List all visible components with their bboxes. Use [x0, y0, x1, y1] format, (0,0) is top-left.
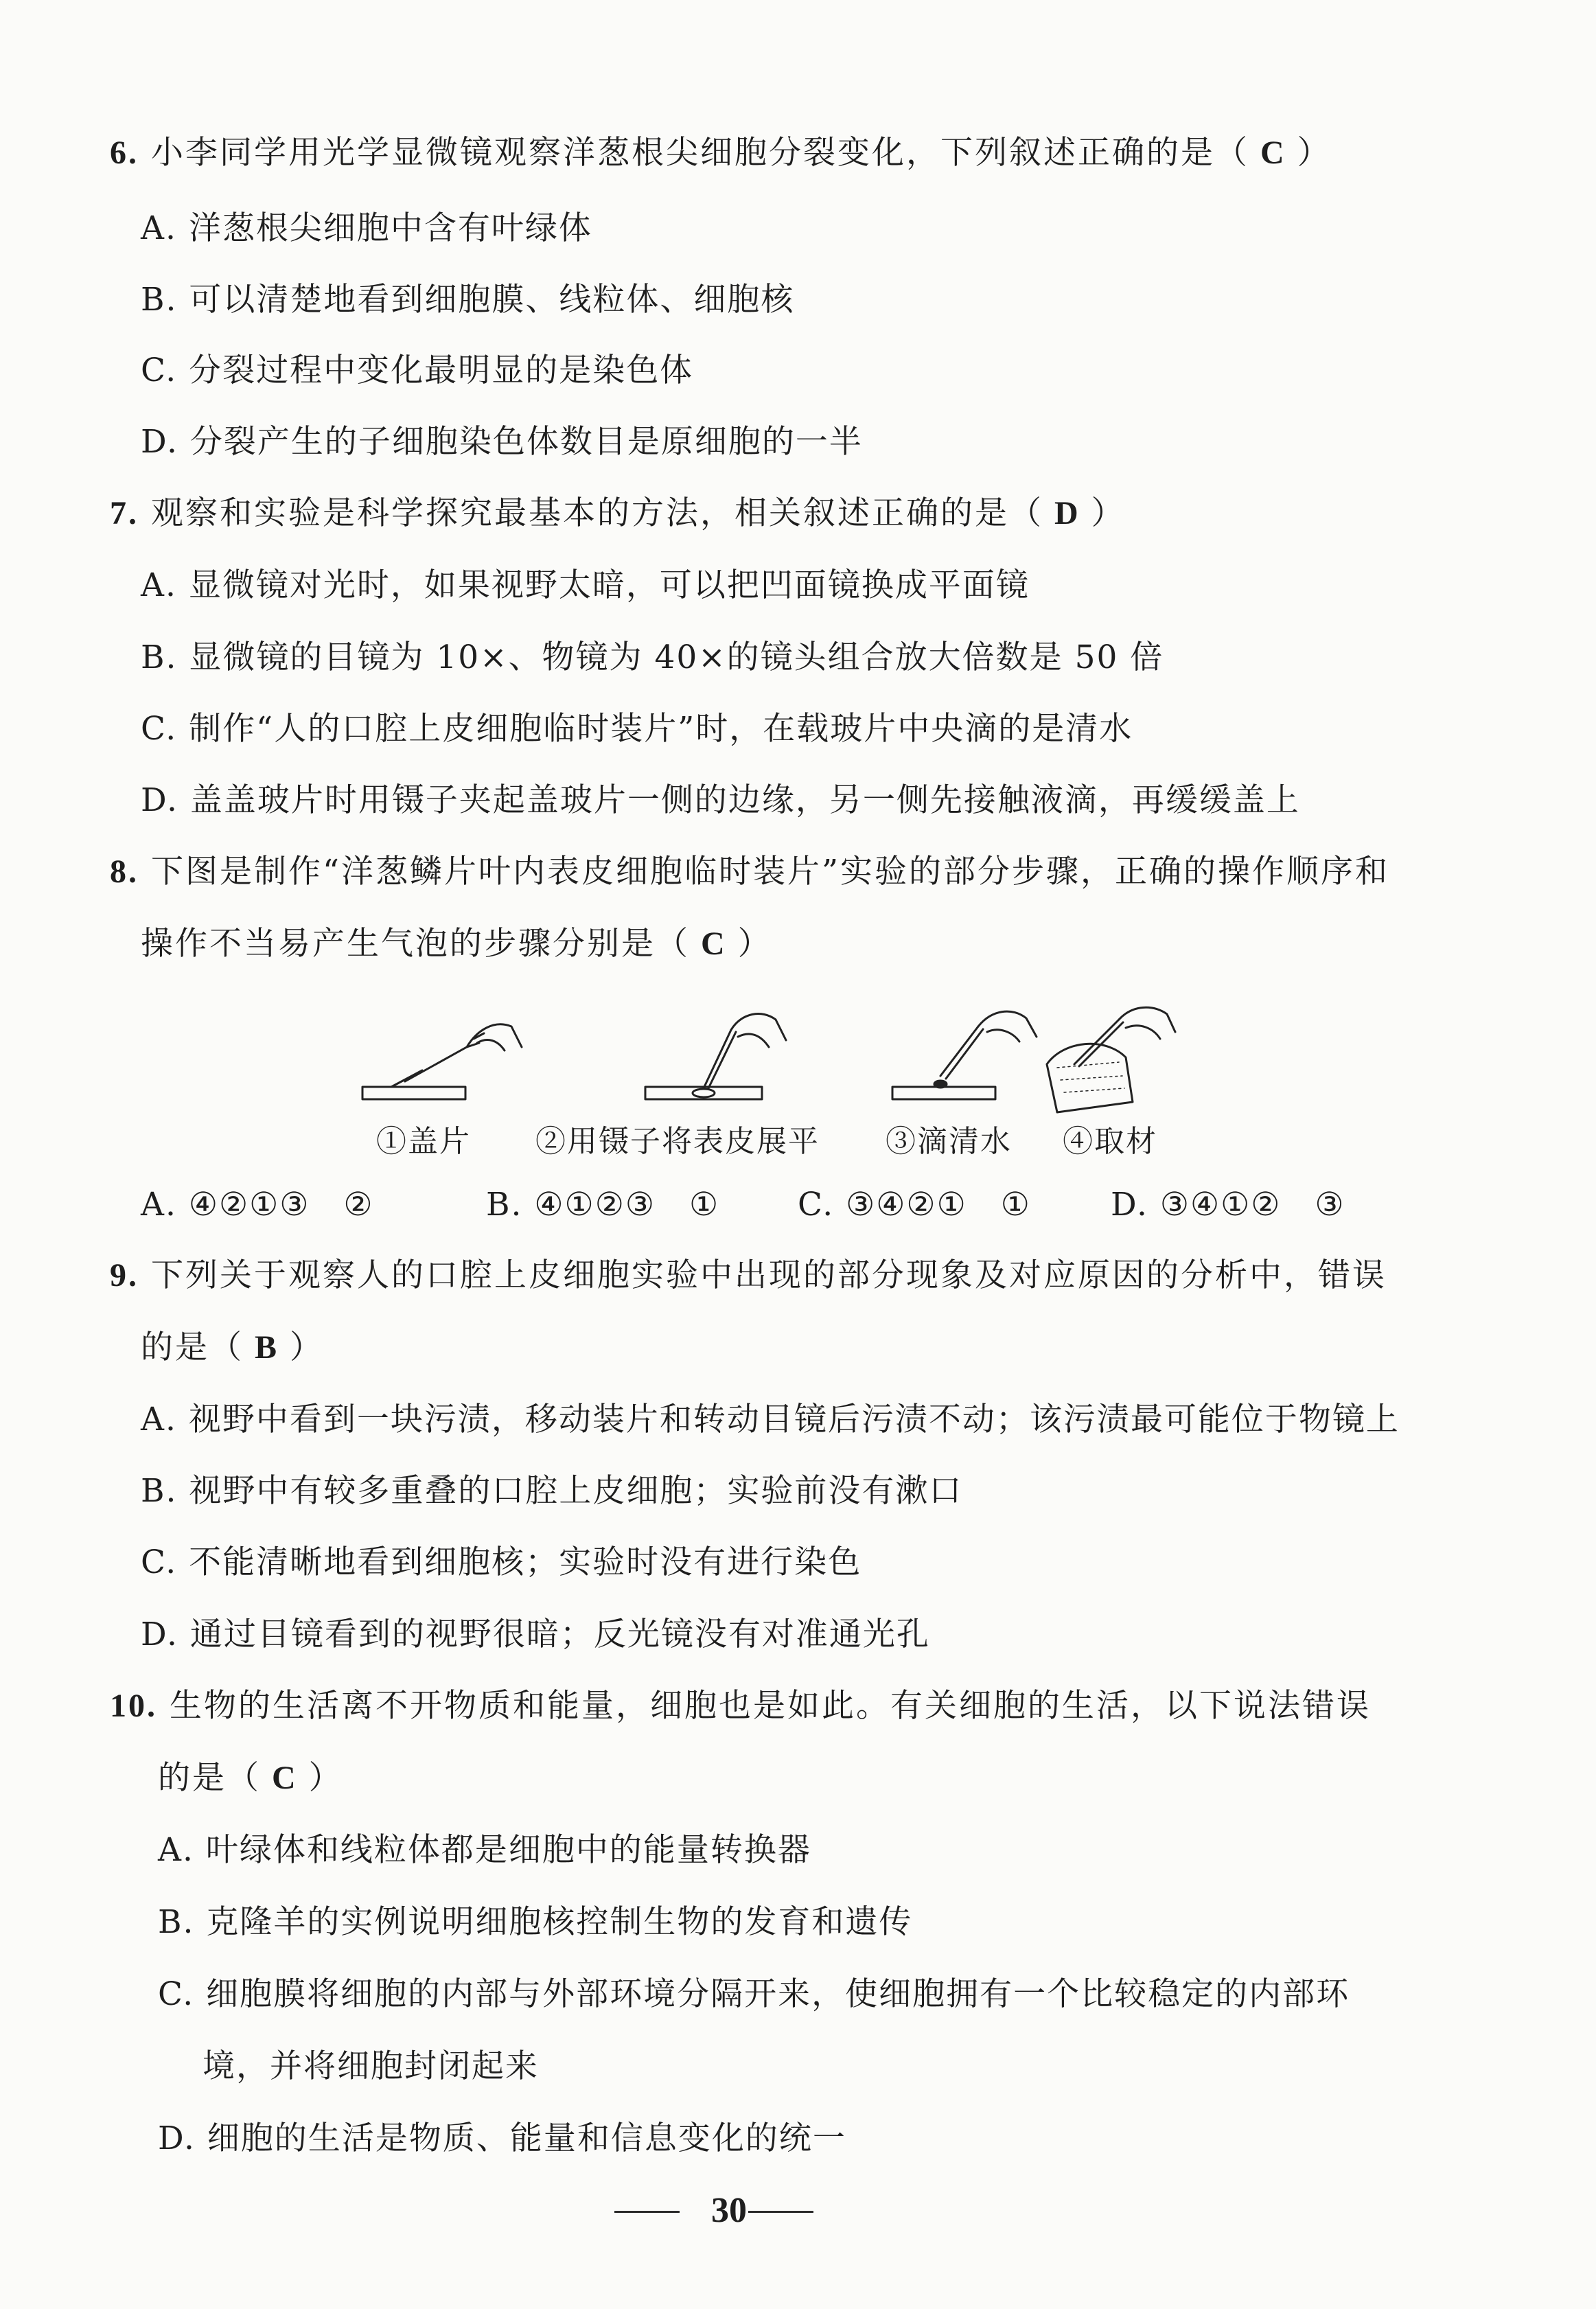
- question-10-option-d: D. 细胞的生活是物质、能量和信息变化的统一: [158, 2120, 846, 2157]
- cover-slip-illustration: [362, 1024, 522, 1099]
- bracket-close: ）: [1297, 134, 1332, 172]
- question-9-option-c: C. 不能清晰地看到细胞核；实验时没有进行染色: [141, 1543, 862, 1581]
- question-text: 的是（: [158, 1759, 261, 1797]
- bracket-close: ）: [290, 1329, 325, 1366]
- page-number-dash-right: [748, 2211, 813, 2213]
- question-text: 下列关于观察人的口腔上皮细胞实验中出现的部分现象及对应原因的分析中，错误: [150, 1256, 1387, 1294]
- dropper-illustration: [892, 1011, 1037, 1099]
- experiment-steps-figure: [357, 999, 1181, 1123]
- page-footer: [0, 2190, 1596, 2231]
- bracket-close: ）: [737, 925, 772, 963]
- caption-step-3: ③滴清水: [886, 1124, 1012, 1159]
- question-number: 9.: [110, 1257, 139, 1294]
- question-number: 10.: [110, 1688, 157, 1724]
- question-9-option-d: D. 通过目镜看到的视野很暗；反光镜没有对准通光孔: [141, 1616, 930, 1653]
- caption-step-2: ②用镊子将表皮展平: [535, 1124, 820, 1159]
- question-9-option-a: A. 视野中看到一块污渍，移动装片和转动目镜后污渍不动；该污渍最可能位于物镜上: [141, 1401, 1400, 1438]
- question-10-option-c-continued: 境，并将细胞封闭起来: [203, 2047, 539, 2085]
- question-8-option-a: A. ④②①③ ②: [141, 1186, 374, 1224]
- answer-letter: B: [255, 1329, 279, 1366]
- question-7-option-c: C. 制作“人的口腔上皮细胞临时装片”时，在载玻片中央滴的是清水: [141, 710, 1133, 748]
- question-text: 生物的生活离不开物质和能量，细胞也是如此。有关细胞的生活，以下说法错误: [169, 1687, 1371, 1725]
- question-6-stem: [110, 133, 1332, 174]
- question-10-option-b: B. 克隆羊的实例说明细胞核控制生物的发育和遗传: [158, 1903, 913, 1941]
- question-6-option-c: C. 分裂过程中变化最明显的是染色体: [141, 352, 694, 389]
- question-7-option-d: D. 盖盖玻片时用镊子夹起盖玻片一侧的边缘，另一侧先接触液滴，再缓缓盖上: [141, 781, 1300, 819]
- question-9-stem-continued: [141, 1327, 324, 1368]
- question-10-option-a: A. 叶绿体和线粒体都是细胞中的能量转换器: [158, 1831, 811, 1869]
- question-8-stem: [110, 851, 1389, 893]
- question-6-option-b: B. 可以清楚地看到细胞膜、线粒体、细胞核: [141, 281, 795, 319]
- question-number: 8.: [110, 853, 139, 890]
- question-6-option-a: A. 洋葱根尖细胞中含有叶绿体: [141, 209, 592, 247]
- question-8-option-b: B. ④①②③ ①: [486, 1186, 720, 1224]
- question-9-stem: [110, 1255, 1387, 1296]
- page-number: 30: [711, 2191, 747, 2230]
- question-10-option-c: C. 细胞膜将细胞的内部与外部环境分隔开来，使细胞拥有一个比较稳定的内部环: [158, 1975, 1350, 2013]
- question-number: 6.: [110, 135, 139, 171]
- tweezers-illustration: [645, 1014, 786, 1099]
- question-8-option-d: D. ③④①② ③: [1111, 1186, 1345, 1224]
- answer-letter: D: [1054, 495, 1080, 531]
- question-7-stem: [110, 493, 1126, 534]
- caption-step-1: ①盖片: [376, 1124, 471, 1159]
- question-9-option-b: B. 视野中有较多重叠的口腔上皮细胞；实验前没有漱口: [141, 1472, 963, 1510]
- page-number-dash-left: [614, 2211, 680, 2213]
- answer-letter: C: [701, 926, 727, 962]
- question-text: 的是（: [141, 1329, 244, 1366]
- question-text: 小李同学用光学显微镜观察洋葱根尖细胞分裂变化，下列叙述正确的是（: [150, 134, 1249, 172]
- question-number: 7.: [110, 495, 139, 531]
- question-8-stem-continued: [141, 923, 772, 965]
- bracket-close: ）: [308, 1759, 343, 1797]
- bracket-close: ）: [1091, 494, 1126, 532]
- question-10-stem-continued: [158, 1758, 343, 1799]
- question-6-option-d: D. 分裂产生的子细胞染色体数目是原细胞的一半: [141, 423, 863, 461]
- question-10-stem: [110, 1686, 1371, 1727]
- onion-scale-illustration: [1047, 1007, 1175, 1112]
- question-7-option-b: B. 显微镜的目镜为 10×、物镜为 40×的镜头组合放大倍数是 50 倍: [141, 639, 1164, 676]
- question-text: 下图是制作“洋葱鳞片叶内表皮细胞临时装片”实验的部分步骤，正确的操作顺序和: [150, 853, 1390, 891]
- question-8-option-c: C. ③④②① ①: [798, 1186, 1031, 1224]
- answer-letter: C: [1260, 135, 1286, 171]
- question-7-option-a: A. 显微镜对光时，如果视野太暗，可以把凹面镜换成平面镜: [141, 566, 1030, 604]
- question-text: 操作不当易产生气泡的步骤分别是（: [141, 925, 690, 963]
- caption-step-4: ④取材: [1063, 1124, 1157, 1159]
- answer-letter: C: [272, 1760, 298, 1796]
- question-text: 观察和实验是科学探究最基本的方法，相关叙述正确的是（: [150, 494, 1043, 532]
